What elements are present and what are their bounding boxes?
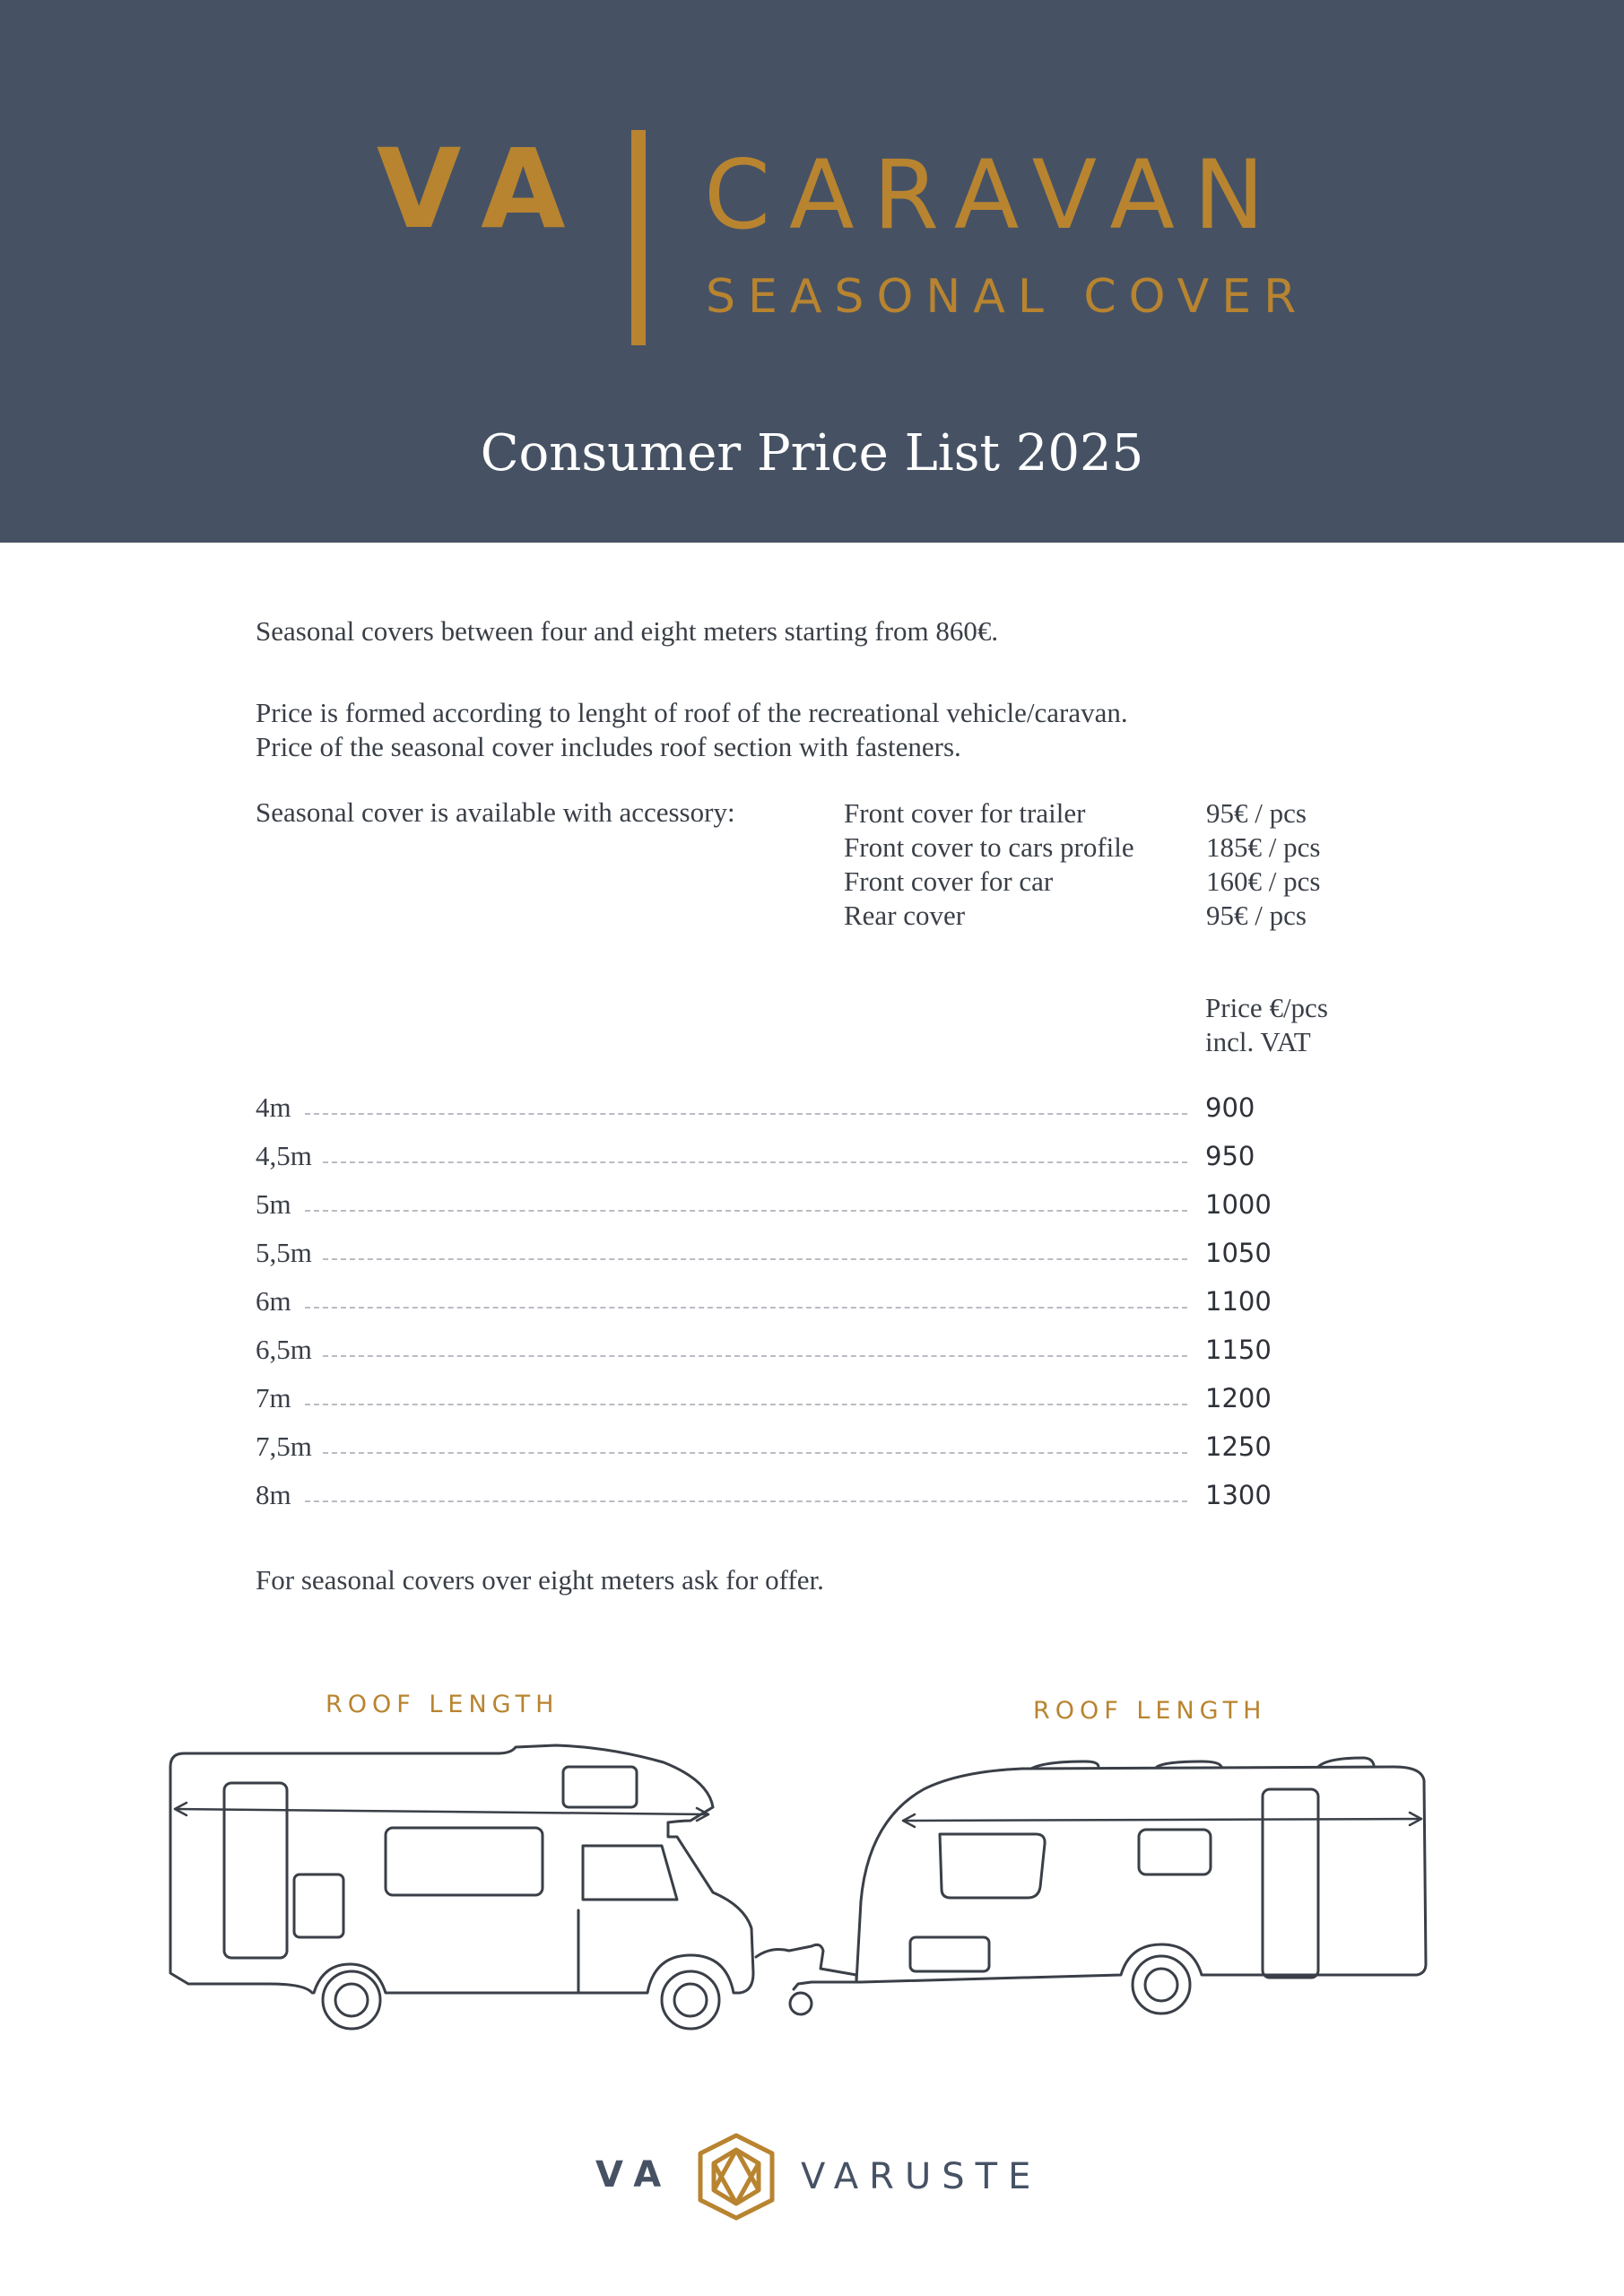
price-value: 1050 — [1205, 1238, 1272, 1268]
tow-hitch — [756, 1944, 856, 1989]
motorhome-rear-wheel — [323, 1971, 380, 2029]
offer-note: For seasonal covers over eight meters ask for offer. — [256, 1564, 824, 1596]
price-value: 1300 — [1205, 1480, 1272, 1510]
caravan-wheel — [1133, 1956, 1190, 2013]
accessory-prices — [1206, 796, 1320, 933]
roof-length-label-caravan: ROOF LENGTH — [1033, 1697, 1267, 1725]
roof-length: 7,5m — [256, 1431, 312, 1462]
price-row — [256, 1332, 1296, 1368]
accessory-name: Rear cover — [844, 900, 966, 931]
leader-dots — [305, 1113, 1187, 1115]
caravan-hatch — [910, 1937, 989, 1971]
leader-dots — [323, 1355, 1187, 1357]
intro-line-3: Price of the seasonal cover includes roof section with fasteners. — [256, 731, 961, 762]
logo-va: VA — [377, 126, 593, 253]
price-value: 900 — [1205, 1092, 1255, 1123]
price-header-line-1: Price €/pcs — [1205, 992, 1328, 1023]
leader-dots — [305, 1500, 1187, 1502]
motorhome-cab-window — [583, 1846, 677, 1900]
roof-length-label-motorhome: ROOF LENGTH — [326, 1691, 560, 1718]
roof-length: 6,5m — [256, 1334, 312, 1365]
logo-seasonal-cover: SEASONAL COVER — [706, 270, 1309, 324]
logo-divider — [631, 130, 646, 345]
leader-dots — [323, 1161, 1187, 1163]
intro-line-1: Seasonal covers between four and eight meters starting from 860€. — [256, 615, 999, 647]
accessory-price: 185€ / pcs — [1206, 831, 1321, 863]
leader-dots — [305, 1210, 1187, 1212]
motorhome-roof-window — [563, 1767, 637, 1807]
logo-caravan: CARAVAN — [704, 140, 1284, 250]
price-row — [256, 1235, 1296, 1271]
price-row — [256, 1090, 1296, 1126]
price-value: 1150 — [1205, 1335, 1272, 1365]
leader-dots — [323, 1258, 1187, 1260]
price-row — [256, 1477, 1296, 1513]
price-value: 1100 — [1205, 1286, 1272, 1317]
price-value: 1250 — [1205, 1431, 1272, 1462]
roof-length: 5,5m — [256, 1237, 312, 1268]
price-value: 1000 — [1205, 1189, 1272, 1220]
page-title: Consumer Price List 2025 — [480, 424, 1144, 483]
roof-length: 7m — [256, 1382, 291, 1413]
price-row — [256, 1429, 1296, 1465]
price-header-line-2: incl. VAT — [1205, 1026, 1311, 1057]
roof-length: 4m — [256, 1091, 291, 1123]
varuste-emblem-icon — [692, 2132, 780, 2222]
roof-length: 8m — [256, 1479, 291, 1510]
accessory-list — [844, 796, 1134, 933]
motorhome-small-window — [294, 1874, 343, 1937]
roof-length: 6m — [256, 1285, 291, 1317]
roof-length: 5m — [256, 1188, 291, 1220]
intro-line-2: Price is formed according to lenght of roof of the recreational vehicle/caravan. — [256, 697, 1128, 728]
accessory-name: Front cover for trailer — [844, 797, 1086, 829]
price-value: 1200 — [1205, 1383, 1272, 1413]
header-banner — [0, 0, 1624, 543]
price-row — [256, 1138, 1296, 1174]
motorhome-side-window — [386, 1828, 543, 1895]
accessory-price: 95€ / pcs — [1206, 797, 1307, 829]
leader-dots — [305, 1307, 1187, 1309]
accessory-label: Seasonal cover is available with accessory: — [256, 796, 735, 828]
accessory-price: 160€ / pcs — [1206, 865, 1321, 897]
price-row — [256, 1187, 1296, 1222]
motorhome-front-wheel — [662, 1971, 719, 2029]
price-row — [256, 1283, 1296, 1319]
vehicle-illustration — [0, 1722, 1624, 2045]
price-column-header — [1205, 991, 1328, 1059]
accessory-price: 95€ / pcs — [1206, 900, 1307, 931]
accessory-name: Front cover for car — [844, 865, 1054, 897]
caravan-front-window — [940, 1834, 1045, 1898]
roof-length: 4,5m — [256, 1140, 312, 1171]
price-row — [256, 1380, 1296, 1416]
caravan-door — [1263, 1789, 1318, 1978]
price-value: 950 — [1205, 1141, 1255, 1171]
footer-brand-name: VARUSTE — [801, 2156, 1042, 2197]
accessory-name: Front cover to cars profile — [844, 831, 1134, 863]
footer-logo-va: VA — [595, 2154, 674, 2196]
leader-dots — [323, 1452, 1187, 1454]
caravan-side-window — [1139, 1830, 1211, 1874]
leader-dots — [305, 1404, 1187, 1405]
